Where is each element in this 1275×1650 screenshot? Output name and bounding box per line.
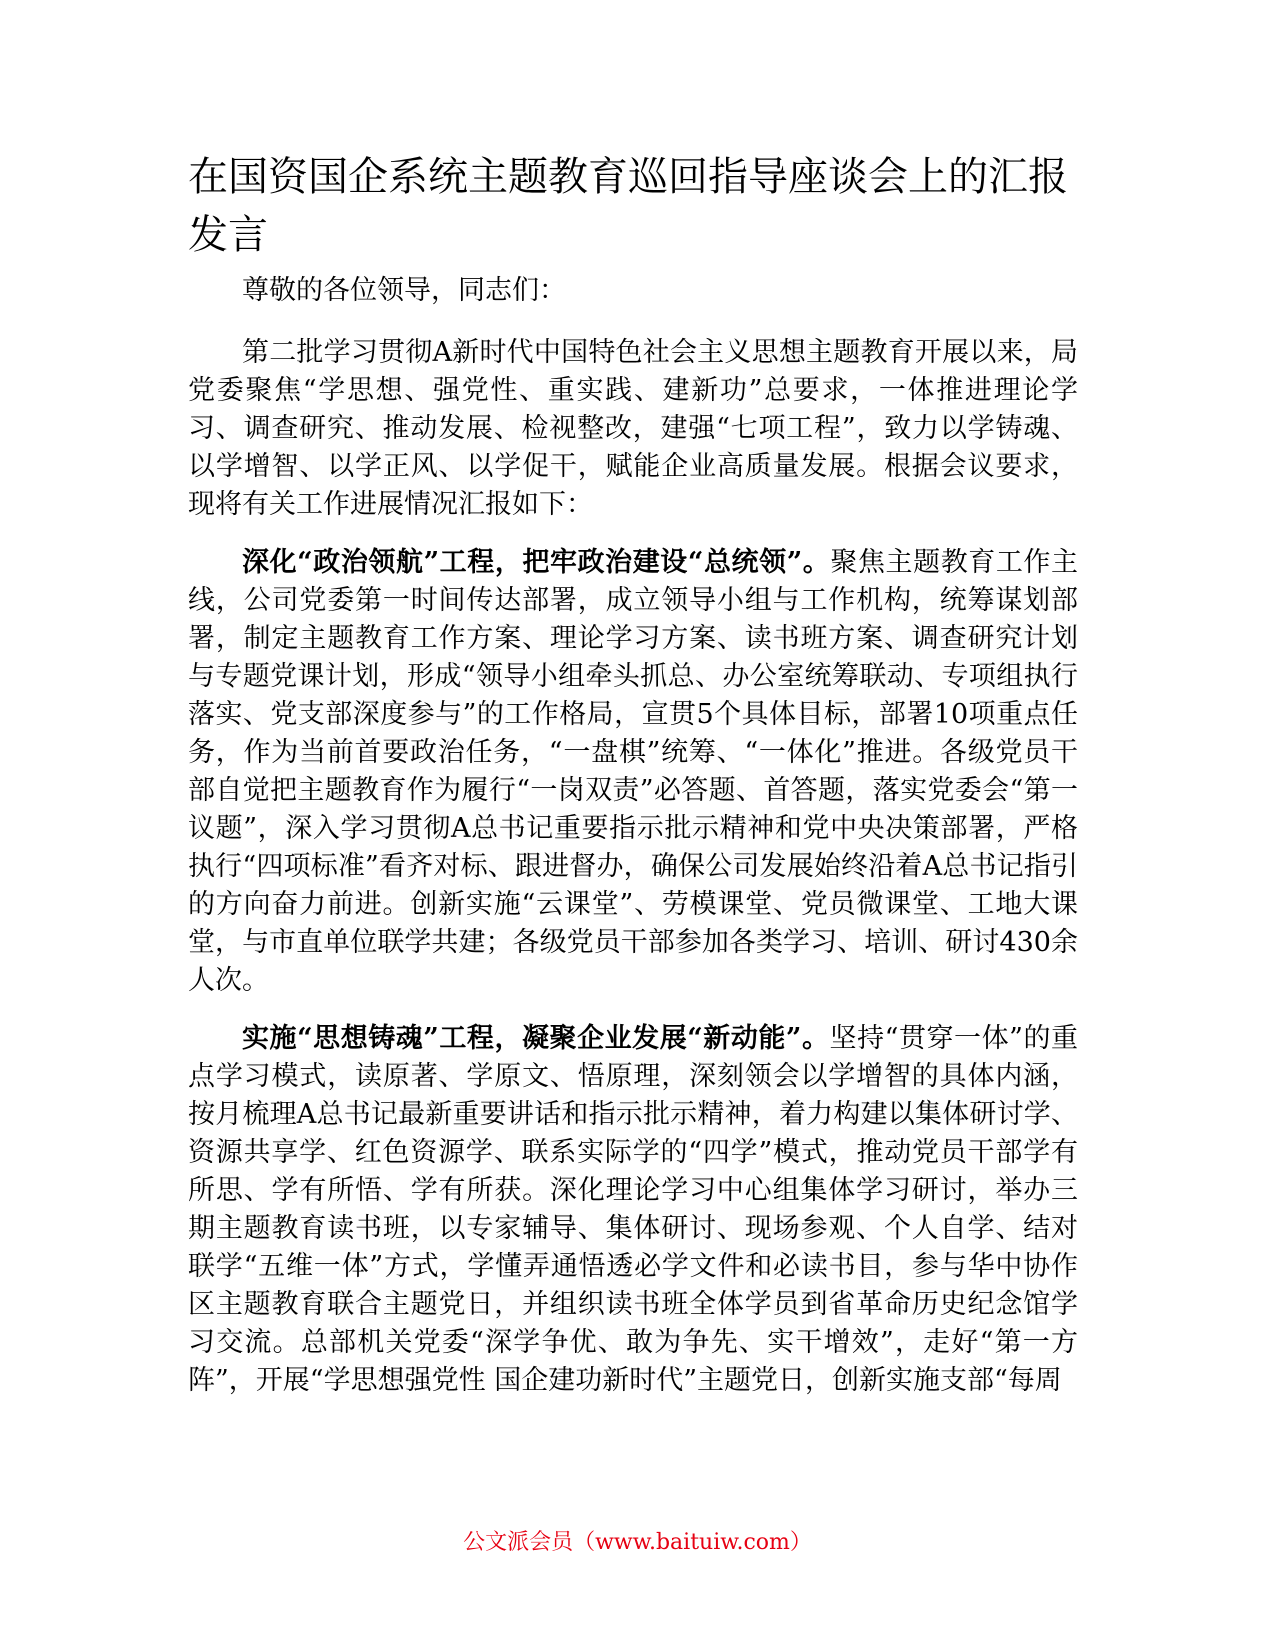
document-body <box>188 272 1078 1420</box>
intro-paragraph: 第二批学习贯彻A新时代中国特色社会主义思想主题教育开展以来，局党委聚焦“学思想、强党性、重实践、建新功”总要求，一体推进理论学习、调查研究、推动发展、检视整改，建强“七项工程”，致力以学铸魂、以学增智、以学正风、以学促干，赋能企业高质量发展。根据会议要求，现将有关工作进展情况汇报如下： <box>188 337 1078 520</box>
section-heading: 深化“政治领航”工程，把牢政治建设“总统领”。 <box>242 547 831 578</box>
section-text: 聚焦主题教育工作主线，公司党委第一时间传达部署，成立领导小组与工作机构，统筹谋划部署，制定主题教育工作方案、理论学习方案、读书班方案、调查研究计划与专题党课计划，形成“领导小组牵头抓总、办公室统筹联动、专项组执行落实、党支部深度参与”的工作格局，宣贯5个具体目标，部署10项重点任务，作为当前首要政治任务，“一盘棋”统筹、“一体化”推进。各级党员干部自觉把主题教育作为履行“一岗双责”必答题、首答题，落实党委会“第一议题”，深入学习贯彻A总书记重要指示批示精神和党中央决策部署，严格执行“四项标准”看齐对标、跟进督办，确保公司发展始终沿着A总书记指引的方向奋力前进。创新实施“云课堂”、劳模课堂、党员微课堂、工地大课堂，与市直单位联学共建；各级党员干部参加各类学习、培训、研讨430余人次。 <box>188 547 1079 996</box>
document-title: 在国资国企系统主题教育巡回指导座谈会上的汇报发言 <box>188 154 1068 258</box>
section-text: 坚持“贯穿一体”的重点学习模式，读原著、学原文、悟原理，深刻领会以学增智的具体内涵，按月梳理A总书记最新重要讲话和指示批示精神，着力构建以集体研讨学、资源共享学、红色资源学、联系实际学的“四学”模式，推动党员干部学有所思、学有所悟、学有所获。深化理论学习中心组集体学习研讨，举办三期主题教育读书班，以专家辅导、集体研讨、现场参观、个人自学、结对联学“五维一体”方式，学懂弄通悟透必学文件和必读书目，参与华中协作区主题教育联合主题党日，并组织读书班全体学员到省革命历史纪念馆学习交流。总部机关党委“深学争优、敢为争先、实干增效”，走好“第一方阵”，开展“学思想强党性 国企建功新时代”主题党日，创新实施支部“每周 <box>188 1023 1078 1396</box>
section-paragraph-ideological-soul <box>188 1020 1078 1400</box>
salutation: 尊敬的各位领导，同志们： <box>242 275 566 306</box>
footer-watermark-link[interactable]: 公文派会员（www.baituiw.com） <box>463 1530 812 1555</box>
section-paragraph-political-leadership <box>188 544 1078 1000</box>
section-heading: 实施“思想铸魂”工程，凝聚企业发展“新动能”。 <box>242 1023 830 1054</box>
